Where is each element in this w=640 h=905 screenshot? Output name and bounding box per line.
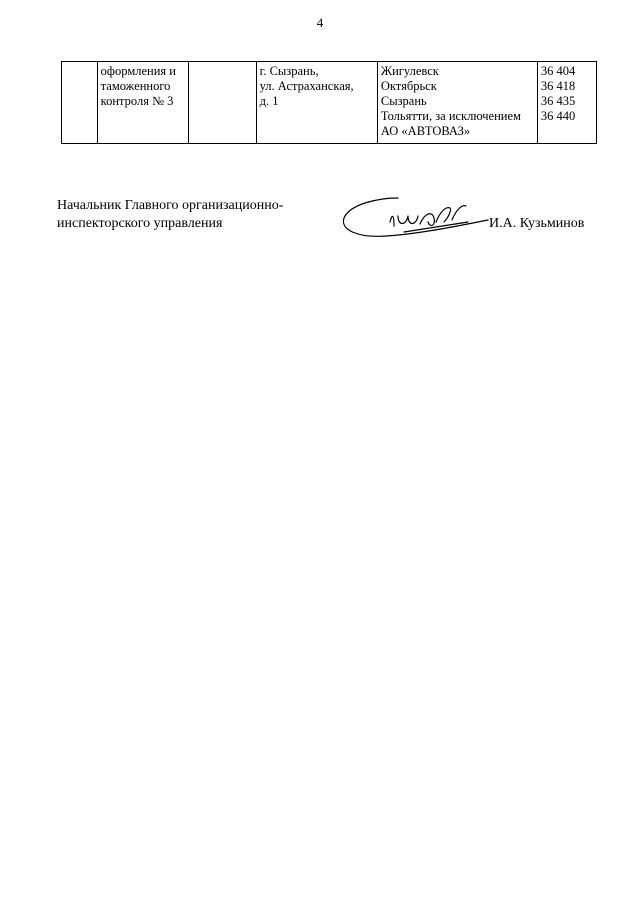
- signer-title-line: Начальник Главного организационно-: [57, 198, 284, 213]
- table-cell-number: [62, 62, 98, 144]
- table-row: [62, 62, 597, 144]
- handwritten-signature: [338, 192, 498, 244]
- customs-posts-table: [61, 61, 597, 144]
- code-line: 36 404: [540, 64, 576, 78]
- address-line: г. Сызрань,: [259, 64, 319, 78]
- address-line: д. 1: [259, 94, 279, 108]
- municipality-line: Сызрань: [380, 94, 427, 108]
- municipality-line: Октябрьск: [380, 79, 437, 93]
- table-cell-address: [256, 62, 377, 144]
- municipality-line: АО «АВТОВАЗ»: [380, 124, 471, 138]
- post-name-line: контроля № 3: [100, 94, 174, 108]
- municipality-line: Тольятти, за исключением: [380, 109, 521, 123]
- code-line: 36 435: [540, 94, 576, 108]
- post-name-line: таможенного: [100, 79, 171, 93]
- code-line: 36 440: [540, 109, 576, 123]
- table-cell-municipalities: [377, 62, 537, 144]
- municipality-line: Жигулевск: [380, 64, 439, 78]
- table-cell-empty: [189, 62, 256, 144]
- post-name-line: оформления и: [100, 64, 176, 78]
- signer-title: [57, 197, 283, 233]
- address-line: ул. Астраханская,: [259, 79, 354, 93]
- table-cell-post-name: [97, 62, 189, 144]
- page-number: 4: [316, 15, 324, 30]
- table-cell-codes: [537, 62, 596, 144]
- code-line: 36 418: [540, 79, 576, 93]
- signer-name: И.А. Кузьминов: [489, 216, 585, 231]
- signer-title-line: инспекторского управления: [57, 216, 223, 231]
